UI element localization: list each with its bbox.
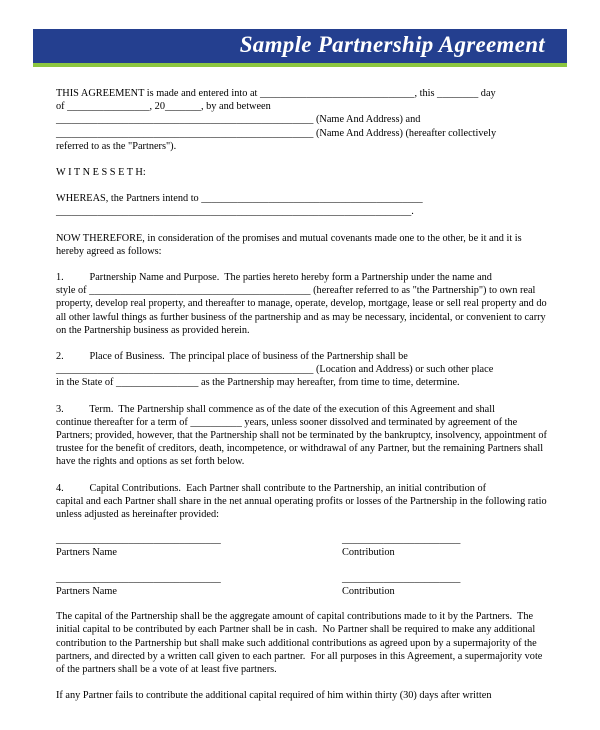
partner-name-line: ________________________________	[56, 572, 221, 584]
section-2-line-3: in the State of ________________ as the Partnership may hereafter, from time to time, determine.	[56, 377, 460, 389]
whereas-line-1: WHEREAS, the Partners intend to ___________________________________________	[56, 193, 423, 205]
section-2-heading-line: 2. Place of Business. The principal place of business of the Partnership shall be	[56, 351, 408, 363]
failure-to-contribute-paragraph: If any Partner fails to contribute the additional capital required of him within thirty (30) days after written	[56, 690, 492, 702]
now-therefore-paragraph: NOW THEREFORE, in consideration of the promises and mutual covenants made one to the other, be it and it is hereby agreed as follows:	[56, 232, 525, 257]
section-3-body: continue thereafter for a term of __________ years, unless sooner dissolved and terminated by agreement of the Partners; provided, however, that the Partnership shall not be terminated by the bankruptcy, insolvency, appointment of trustee for the benefit of creditors, death, incompetence, or withdrawal of any Partner, but the remaining Partners shall have the rights and options as set forth below.	[56, 416, 550, 468]
intro-line-3: __________________________________________________ (Name And Address) and	[56, 114, 421, 126]
intro-line-1: THIS AGREEMENT is made and entered into at ______________________________, this ________ day	[56, 88, 496, 99]
section-3-heading-line: 3. Term. The Partnership shall commence as of the date of the execution of this Agreement and shall	[56, 403, 495, 415]
partners-name-label: Partners Name	[56, 585, 117, 597]
signature-row-1	[56, 533, 550, 559]
intro-line-4: __________________________________________________ (Name And Address) (hereafter collectively	[56, 127, 497, 139]
whereas-line-2: _____________________________________________________________________.	[56, 206, 414, 218]
section-1-heading-line: 1. Partnership Name and Purpose. The parties hereto hereby form a Partnership under the name and	[56, 272, 492, 284]
contribution-line: _______________________	[342, 572, 461, 584]
document-title: Sample Partnership Agreement	[239, 32, 545, 57]
section-4-heading-line: 4. Capital Contributions. Each Partner shall contribute to the Partnership, an initial contribution of	[56, 482, 487, 494]
partners-name-label: Partners Name	[56, 547, 117, 559]
intro-line-5: referred to as the "Partners").	[56, 140, 177, 152]
title-banner	[33, 29, 567, 67]
signature-row-2	[56, 572, 550, 598]
intro-line-2: of ________________, 20_______, by and between	[56, 101, 271, 113]
section-1-body: style of ___________________________________________ (hereafter referred to as "the Partnership") to own real property, develop real property, and thereafter to manage, operate, develop, mortgage, lease or sell real property and do all other lawful things as further business of the partnership and as may be necessary, incidental, or convenient to carry on the Partnership business as provided herein.	[56, 285, 550, 336]
contribution-label: Contribution	[342, 547, 395, 559]
contribution-label: Contribution	[342, 585, 395, 597]
partner-name-line: ________________________________	[56, 534, 221, 546]
agreement-body	[56, 87, 550, 702]
contribution-line: _______________________	[342, 534, 461, 546]
section-4-body: capital and each Partner shall share in the net annual operating profits or losses of the Partnership in the following ratio unless adjusted as hereinafter provided:	[56, 495, 550, 521]
section-2-line-2: __________________________________________________ (Location and Address) or such other place	[56, 364, 494, 376]
witnesseth-heading: W I T N E S S E T H:	[56, 167, 146, 179]
capital-paragraph: The capital of the Partnership shall be the aggregate amount of capital contributions made to it by the Partners. The initial capital to be contributed by each Partner shall be in cash. No Partner shall be required to make any additional contribution to the Partnership but shall make such additional contributions as agreed upon by a supermajority of the partners, and directed by a written call given to each partner. For all purposes in this Agreement, a supermajority vote of the partners shall be a vote of at least five partners.	[56, 611, 545, 675]
